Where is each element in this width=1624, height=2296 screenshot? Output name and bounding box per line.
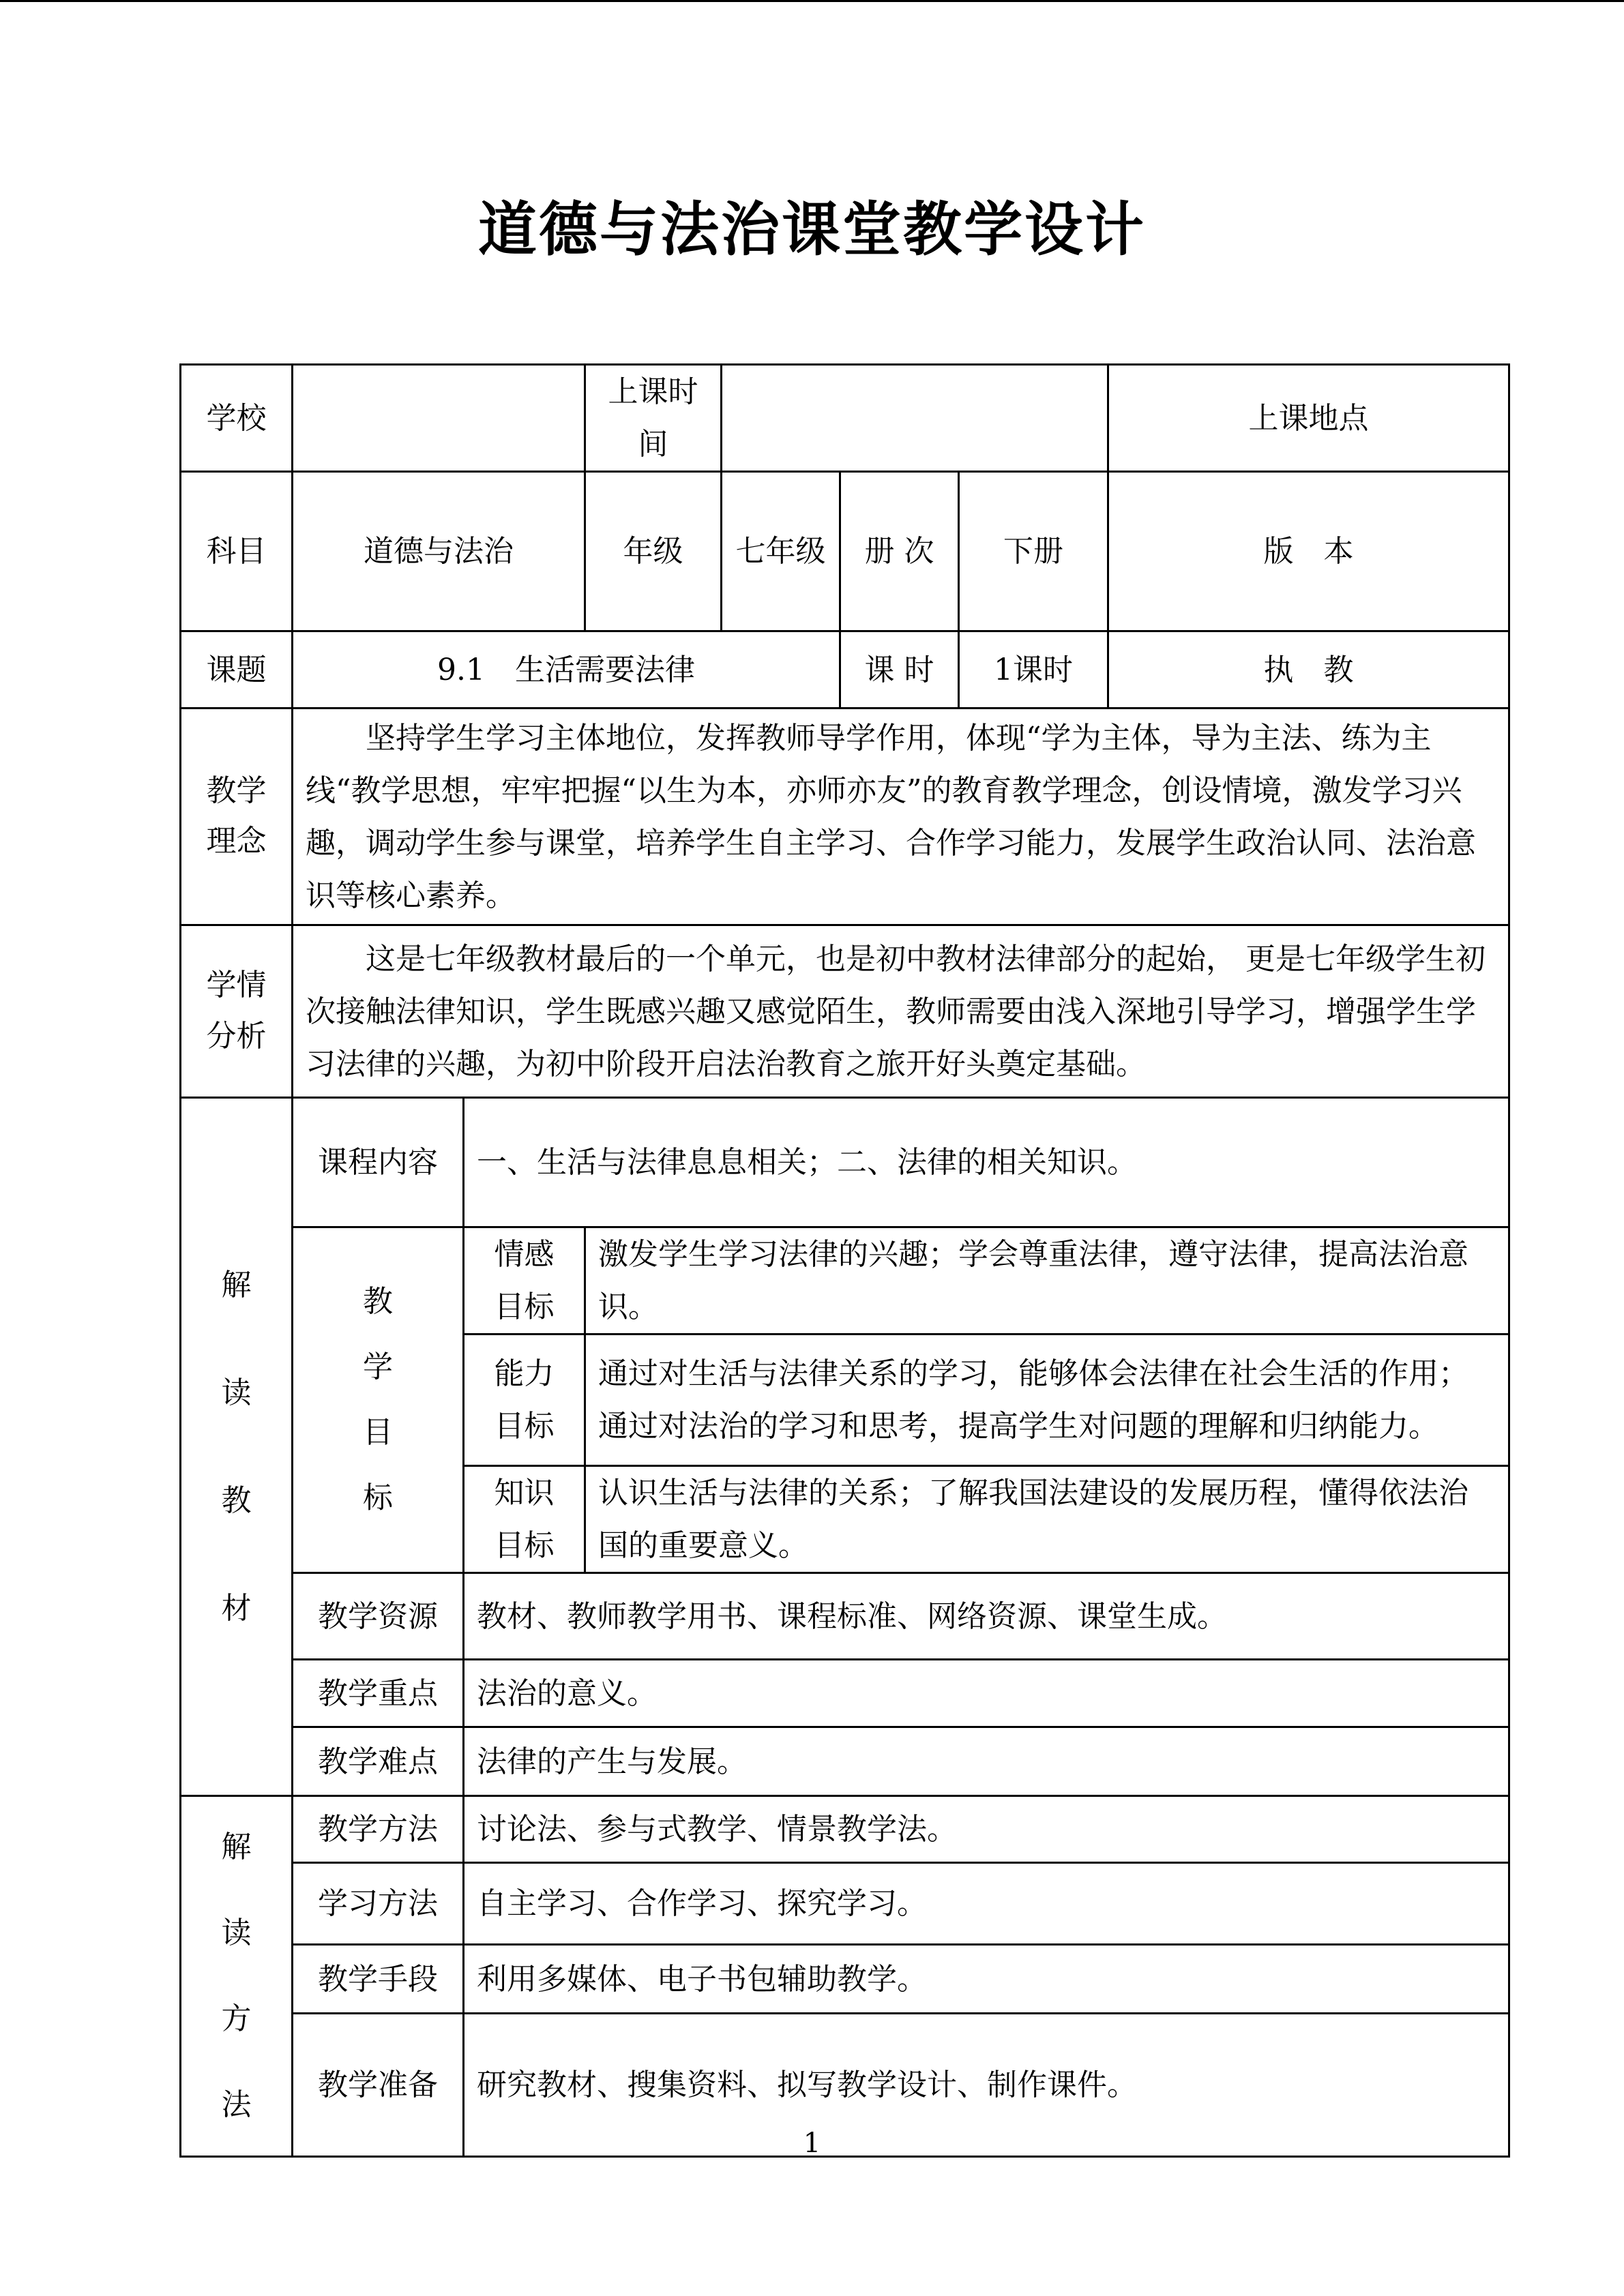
row-analysis [181, 925, 1509, 1098]
content-value: 一、生活与法律息息相关；二、法律的相关知识。 [464, 1098, 1509, 1227]
content-label: 课程内容 [293, 1098, 464, 1227]
row-course-content [181, 1098, 1509, 1227]
topic-value: 9.1 生活需要法律 [293, 631, 840, 709]
period-label: 课 时 [840, 631, 959, 709]
row-topic [181, 631, 1509, 709]
row-concept [181, 709, 1509, 925]
key-value: 法治的意义。 [464, 1660, 1509, 1727]
row-means [181, 1945, 1509, 2014]
place-label: 上课地点 [1108, 365, 1509, 472]
vertical-char: 法 [221, 2087, 252, 2122]
school-value [293, 365, 585, 472]
analysis-text: 这是七年级教材最后的一个单元，也是初中教材法律部分的起始， 更是七年级学生初次接触法律知识，学生既感兴趣又感觉陌生，教师需要由浅入深地引导学习，增强学生学习法律的兴趣，为初中阶段开启法治教育之旅开好头奠定基础。 [293, 925, 1509, 1098]
means-value: 利用多媒体、电子书包辅助教学。 [464, 1945, 1509, 2014]
subject-value: 道德与法治 [293, 472, 585, 631]
vertical-char: 学 [363, 1350, 393, 1384]
topic-label: 课题 [181, 631, 293, 709]
means-label: 教学手段 [293, 1945, 464, 2014]
vertical-char: 教 [221, 1482, 252, 1518]
resources-label: 教学资源 [293, 1573, 464, 1660]
concept-label: 教学理念 [181, 709, 293, 925]
row-goal-emotion [181, 1227, 1509, 1335]
goal-label-emotion: 情感目标 [464, 1227, 585, 1335]
school-label: 学校 [181, 365, 293, 472]
vertical-char: 材 [221, 1590, 252, 1626]
prep-value: 研究教材、搜集资料、拟写教学设计、制作课件。 [464, 2014, 1509, 2157]
goals-label-text [306, 1269, 450, 1531]
row-teaching-method [181, 1796, 1509, 1863]
goal-text-ability: 通过对生活与法律关系的学习，能够体会法律在社会生活的作用；通过对法治的学习和思考，提高学生对问题的理解和归纳能力。 [585, 1335, 1509, 1466]
period-value: 1课时 [959, 631, 1108, 709]
row-subject [181, 472, 1509, 631]
vertical-char: 标 [363, 1480, 393, 1515]
analysis-label: 学情分析 [181, 925, 293, 1098]
goal-label-knowledge: 知识目标 [464, 1466, 585, 1573]
time-value [722, 365, 1108, 472]
goals-label [293, 1227, 464, 1573]
time-label: 上课时间 [585, 365, 722, 472]
page-top-border [0, 0, 1624, 2]
grade-value: 七年级 [722, 472, 840, 631]
prep-label: 教学准备 [293, 2014, 464, 2157]
subject-label: 科目 [181, 472, 293, 631]
teacher-label: 执 教 [1108, 631, 1509, 709]
goal-text-knowledge: 认识生活与法律的关系；了解我国法建设的发展历程，懂得依法治国的重要意义。 [585, 1466, 1509, 1573]
row-difficult-point [181, 1727, 1509, 1796]
row-key-point [181, 1660, 1509, 1727]
page-title: 道德与法治课堂教学设计 [478, 195, 1146, 264]
volume-value: 下册 [959, 472, 1108, 631]
difficult-label: 教学难点 [293, 1727, 464, 1796]
vertical-char: 目 [363, 1415, 393, 1450]
vertical-char: 读 [221, 1375, 252, 1410]
page-number: 1 [803, 2128, 821, 2159]
row-learning-method [181, 1863, 1509, 1945]
volume-label: 册 次 [840, 472, 959, 631]
concept-text: 坚持学生学习主体地位，发挥教师导学作用，体现“学为主体，导为主法、练为主线“教学思想，牢牢把握“以生为本，亦师亦友”的教育教学理念，创设情境，激发学习兴趣，调动学生参与课堂，培养学生自主学习、合作学习能力，发展学生政治认同、法治意识等核心素养。 [293, 709, 1509, 925]
goal-label-ability: 能力目标 [464, 1335, 585, 1466]
row-school [181, 365, 1509, 472]
resources-value: 教材、教师教学用书、课程标准、网络资源、课堂生成。 [464, 1573, 1509, 1660]
key-label: 教学重点 [293, 1660, 464, 1727]
vertical-char: 方 [221, 2001, 252, 2036]
vertical-char: 解 [221, 1830, 252, 1864]
vertical-char: 解 [221, 1267, 252, 1302]
goal-text-emotion: 激发学生学习法律的兴趣；学会尊重法律，遵守法律，提高法治意识。 [585, 1227, 1509, 1335]
teaching-method-value: 讨论法、参与式教学、情景教学法。 [464, 1796, 1509, 1863]
difficult-value: 法律的产生与发展。 [464, 1727, 1509, 1796]
learning-method-label: 学习方法 [293, 1863, 464, 1945]
methods-section-text [194, 1804, 279, 2148]
vertical-char: 教 [363, 1284, 393, 1319]
textbook-section-text [194, 1232, 279, 1663]
vertical-char: 读 [221, 1915, 252, 1950]
textbook-section-label [181, 1098, 293, 1796]
row-resources [181, 1573, 1509, 1660]
lesson-plan-table [179, 363, 1510, 2158]
teaching-method-label: 教学方法 [293, 1796, 464, 1863]
grade-label: 年级 [585, 472, 722, 631]
learning-method-value: 自主学习、合作学习、探究学习。 [464, 1863, 1509, 1945]
methods-section-label [181, 1796, 293, 2157]
edition-label: 版 本 [1108, 472, 1509, 631]
